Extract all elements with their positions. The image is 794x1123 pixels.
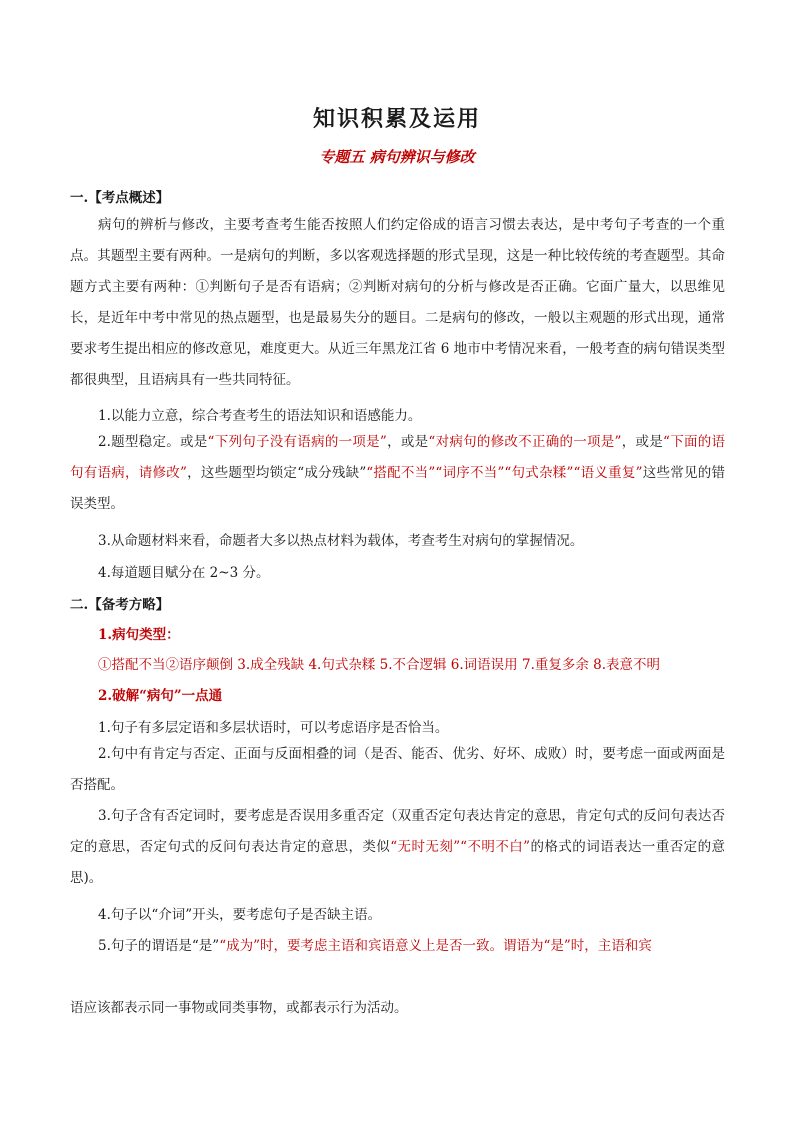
overview-item-1: 1.以能力立意，综合考查考生的语法知识和语感能力。 — [98, 408, 422, 424]
document-subtitle: 专题五 病句辨识与修改 — [319, 148, 475, 166]
tip-5-line-2: 语应该都表示同一事物或同类事物，或都表示行为活动。 — [70, 1000, 408, 1016]
tip-4: 4.句子以“介词”开头，要考虑句子是否缺主语。 — [98, 907, 382, 923]
document-title: 知识积累及运用 — [312, 106, 481, 132]
overview-item-4: 4.每道题目赋分在 2~3 分。 — [98, 565, 270, 581]
tip-2: 2.句中有肯定与否定、正面与反面相叠的词（是否、能否、优劣、好坏、成败）时，要考虑一面或两面是否搭配。 — [70, 746, 725, 793]
tip-5-line-1: 5.句子的谓语是“是”“成为”时，要考虑主语和宾语意义上是否一致。谓语为“是”时，主语和宾 — [98, 938, 652, 954]
error-types-list: ①搭配不当②语序颠倒 3.成全残缺 4.句式杂糅 5.不合逻辑 6.词语误用 7.重复多余 8.表意不明 — [98, 657, 661, 673]
section-heading-strategy: 二.【备考方略】 — [70, 597, 170, 613]
overview-item-3: 3.从命题材料来看，命题者大多以热点材料为载体，考查考生对病句的掌握情况。 — [98, 533, 584, 549]
sub-heading-tips: 2.破解“病句”一点通 — [98, 688, 223, 704]
tip-1: 1.句子有多层定语和多层状语时，可以考虑语序是否恰当。 — [98, 720, 449, 736]
section-heading-overview: 一.【考点概述】 — [70, 190, 170, 206]
tip-3: 3.句子含有否定词时，要考虑是否误用多重否定（双重否定句表达肯定的意思，肯定句式的反问句表达否定的意思，否定句式的反问句表达肯定的意思，类似“无时无刻”“不明不白”的格式的词语表达一重否定的意思)。 — [70, 808, 725, 886]
sub-heading-types: 1.病句类型： — [98, 627, 180, 643]
overview-paragraph: 病句的辨析与修改，主要考查考生能否按照人们约定俗成的语言习惯去表达，是中考句子考查的一个重点。其题型主要有两种。一是病句的判断，多以客观选择题的形式呈现，这是一种比较传统的考查题型。其命题方式主要有两种：①判断句子是否有语病；②判断对病句的分析与修改是否正确。它面广量大，以思维见长，是近年中考中常见的热点题型，也是最易失分的题目。二是病句的修改，一般以主观题的形式出现，通常要求考生提出相应的修改意见，难度更大。从近三年黑龙江省 6 地市中考情况来看，一般考查的病句错误类型都很典型，且语病具有一些共同特征。 — [70, 217, 725, 388]
overview-item-2: 2.题型稳定。或是“下列句子没有语病的一项是”，或是“对病句的修改不正确的一项是”，或是“下面的语句有语病，请修改”，这些题型均锁定“成分残缺”“搭配不当”“词序不当”“句式杂糅”“语义重复”这些常见的错误类型。 — [70, 434, 726, 512]
